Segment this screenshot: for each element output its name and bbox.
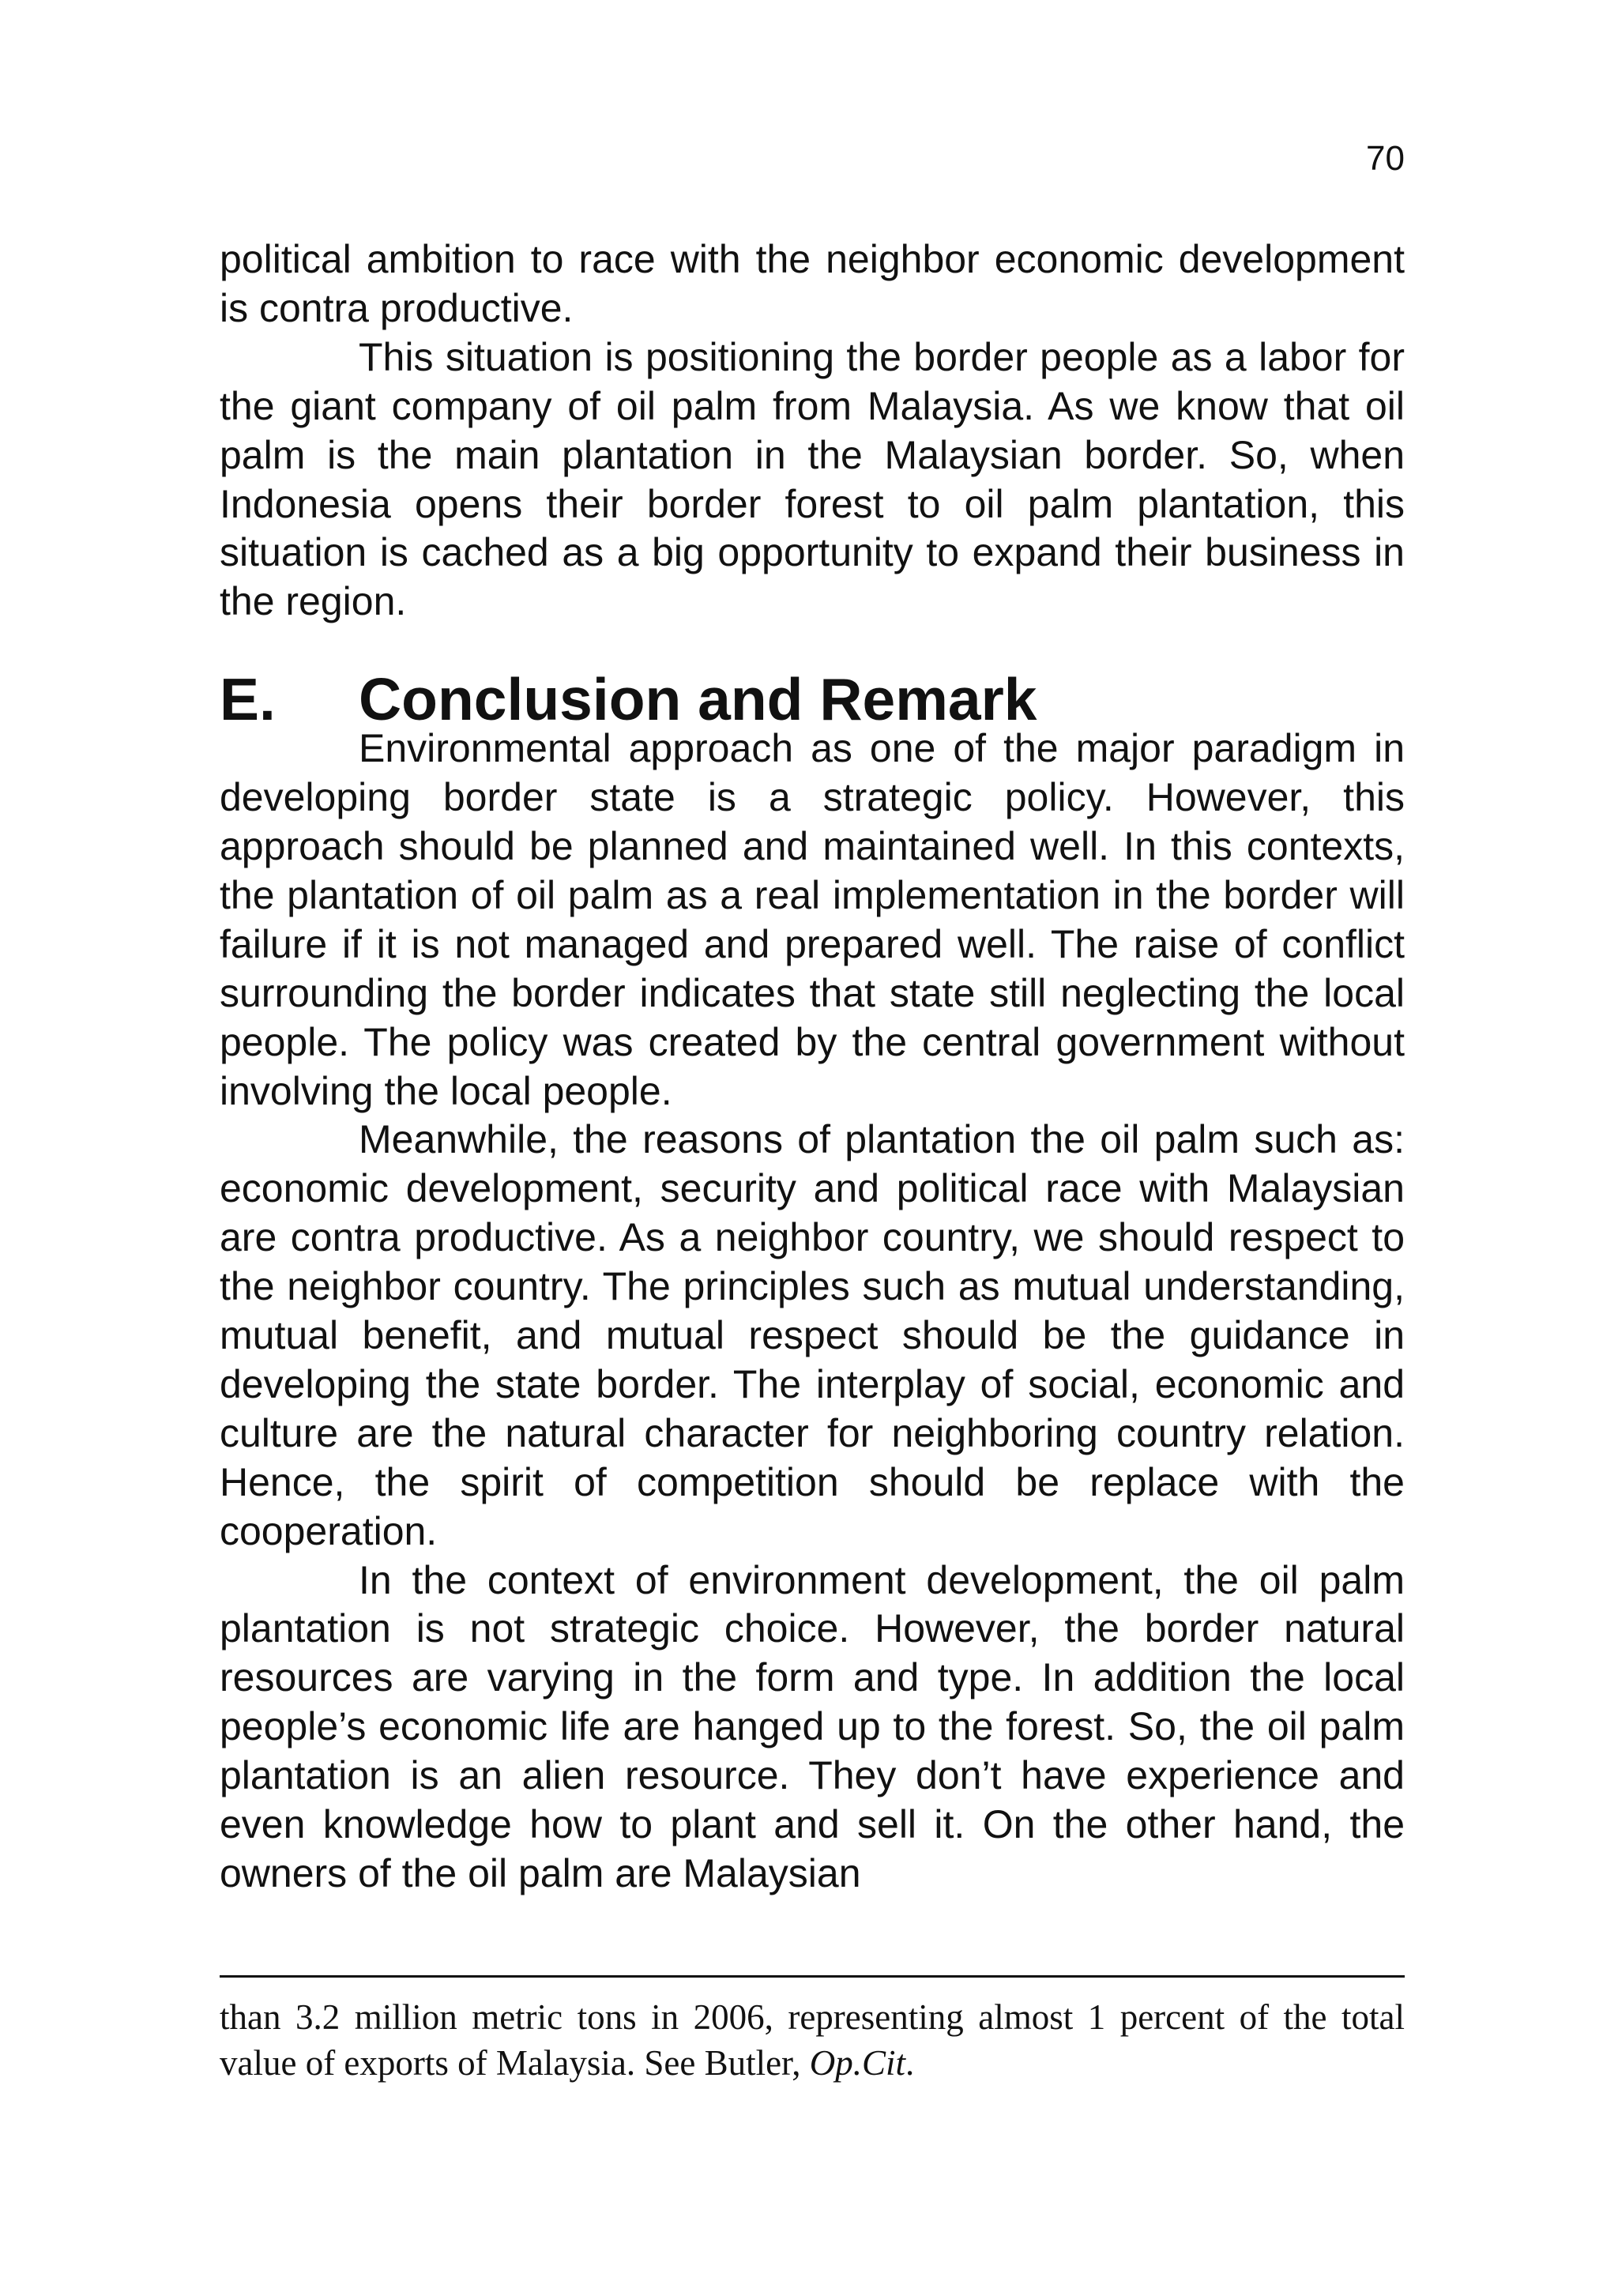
section-heading [220,666,1405,733]
section-title: Conclusion and Remark [359,666,1037,733]
footnote-divider [220,1975,1405,1978]
paragraph-environmental-approach: Environmental approach as one of the major paradigm in developing border state is a strategic policy. However, this approach should be planned and maintained well. In this contexts, the plantation of oil palm as a real implementation in the border will failure if it is not managed and prepared well. The raise of conflict surrounding the border indicates that state still neglecting the local people. The policy was created by the central government without involving the local people. [220,726,1405,1113]
footnote-citation: Op.Cit [809,2043,906,2083]
footnote [220,1994,1405,2086]
section-label: E. [220,666,276,733]
page-number: 70 [1366,139,1405,178]
footnote-end: . [905,2043,915,2083]
paragraph-continued: political ambition to race with the neighbor economic development is contra productive. [220,237,1405,330]
body-text [220,235,1405,1899]
paragraph-reasons: Meanwhile, the reasons of plantation the oil palm such as: economic development, security and political race with Malaysian are contra productive. As a neighbor country, we should respect to the neighbor country. The principles such as mutual understanding, mutual benefit, and mutual respect should be the guidance in developing the state border. The interplay of social, economic and culture are the natural character for neighboring country relation. Hence, the spirit of competition should be replace with the cooperation. [220,1117,1405,1553]
paragraph-environment-context: In the context of environment development, the oil palm plantation is not strategic choice. However, the border natural resources are varying in the form and type. In addition the local people’s economic life are hanged up to the forest. So, the oil palm plantation is an alien resource. They don’t have experience and even knowledge how to plant and sell it. On the other hand, the owners of the oil palm are Malaysian [220,1557,1405,1895]
paragraph-border-labor: This situation is positioning the border people as a labor for the giant company of oil palm from Malaysia. As we know that oil palm is the main plantation in the Malaysian border. So, when Indonesia opens their border forest to oil palm plantation, this situation is cached as a big opportunity to expand their business in the region. [220,334,1405,624]
footnote-text: than 3.2 million metric tons in 2006, representing almost 1 percent of the total value of exports of Malaysia. See Butler, [220,1997,1405,2083]
